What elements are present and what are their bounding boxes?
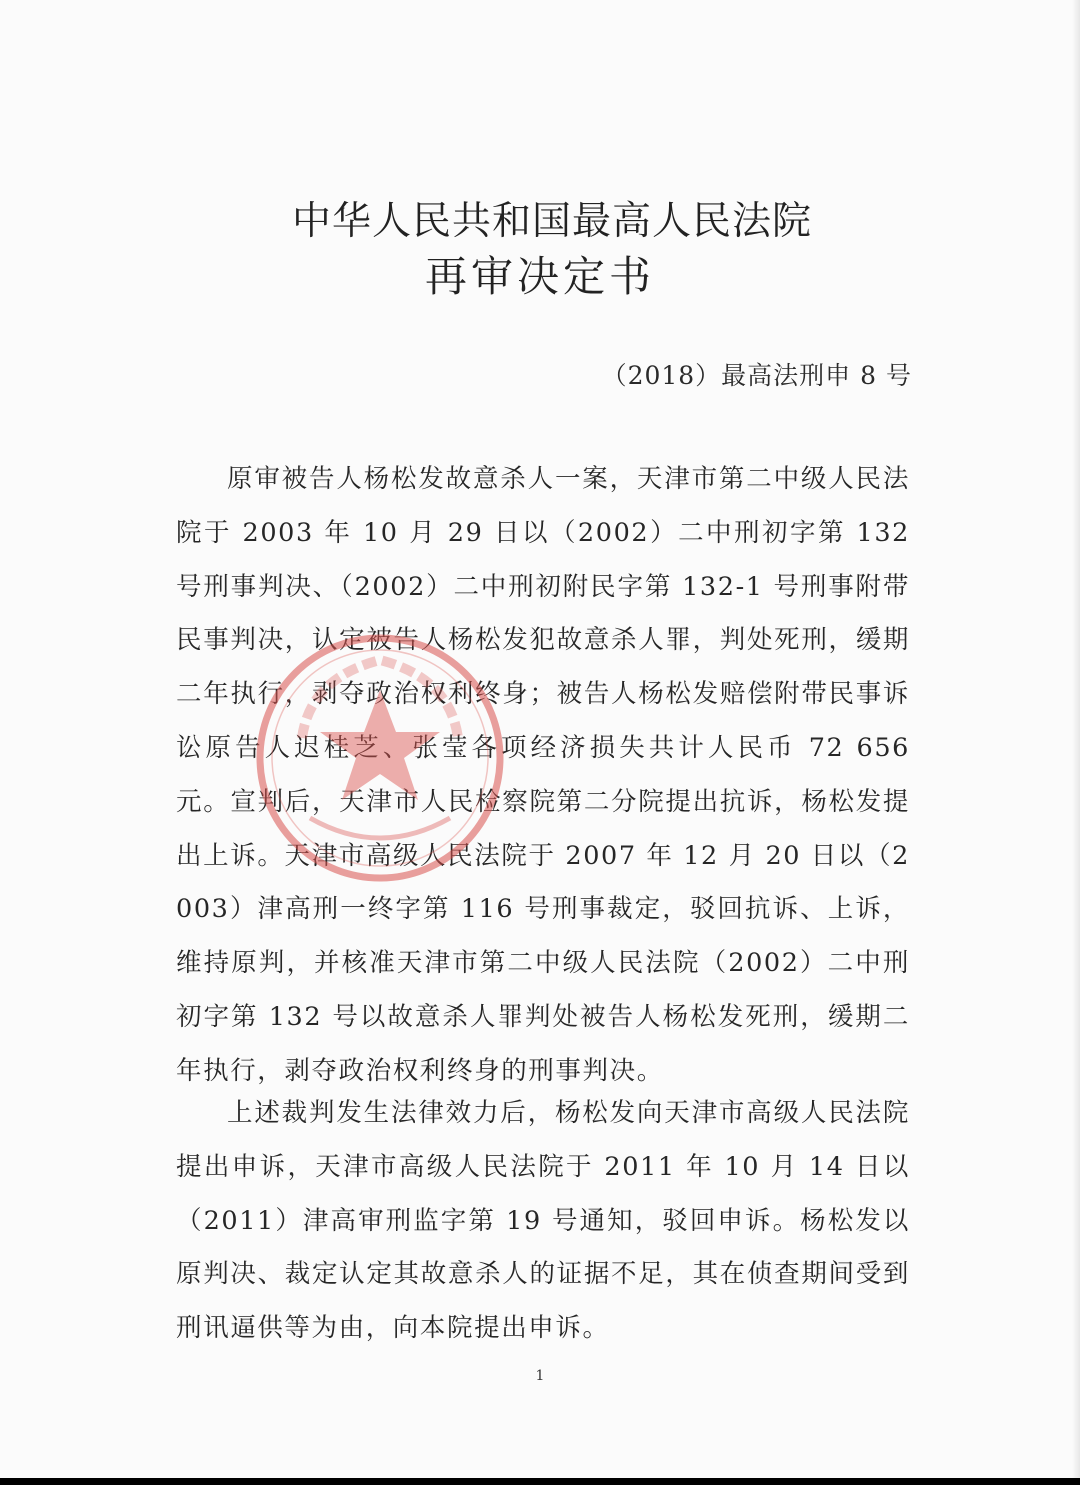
body-paragraph-2: 上述裁判发生法律效力后，杨松发向天津市高级人民法院提出申诉，天津市高级人民法院于 2011 年 10 月 14 日以（2011）津高审刑监字第 19 号通知，驳回申诉。杨松发以原判决、裁定认定其故意杀人的证据不足，其在侦查期间受到刑讯逼供等为由，向本院提出申诉。 xyxy=(176,1098,910,1344)
document-type-title: 再审决定书 xyxy=(424,252,655,301)
case-number: （2018）最高法刑申 8 号 xyxy=(601,361,912,390)
scan-edge-shadow xyxy=(1072,0,1080,1478)
page-number: 1 xyxy=(535,1368,545,1384)
court-name: 中华人民共和国最高人民法院 xyxy=(291,199,812,244)
body-paragraph-1: 原审被告人杨松发故意杀人一案，天津市第二中级人民法院于 2003 年 10 月 29 日以（2002）二中刑初字第 132 号刑事判决、（2002）二中刑初附民字第 132-1 号刑事附带民事判决，认定被告人杨松发犯故意杀人罪，判处死刑，缓期二年执行，剥夺政治权利终身；被告人杨松发赔偿附带民事诉讼原告人迟桂芝、张莹各项经济损失共计人民币 72 656 元。宣判后，天津市人民检察院第二分院提出抗诉，杨松发提出上诉。天津市高级人民法院于 2007 年 12 月 20 日以（2003）津高刑一终字第 116 号刑事裁定，驳回抗诉、上诉，维持原判，并核准天津市第二中级人民法院（2002）二中刑初字第 132 号以故意杀人罪判处被告人杨松发死刑，缓期二年执行，剥夺政治权利终身的刑事判决。 xyxy=(176,464,910,1086)
